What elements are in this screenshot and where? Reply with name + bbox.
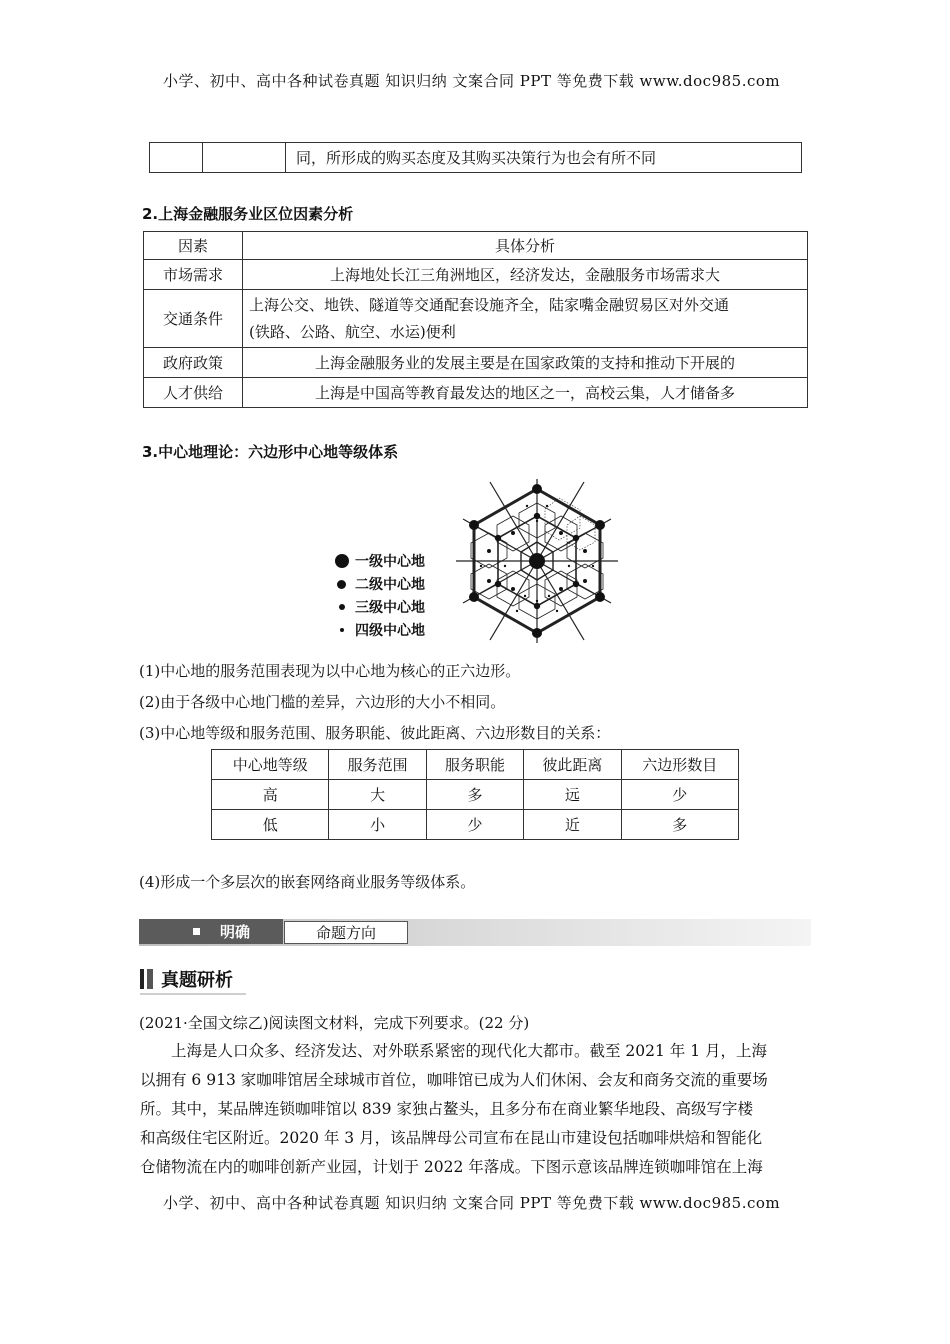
table-cell: 多 [426, 780, 523, 810]
header-distance: 彼此距离 [524, 750, 621, 780]
point-2: (2)由于各级中心地门槛的差异，六边形的大小不相同。 [139, 693, 506, 711]
table-cell: 多 [621, 810, 738, 840]
continuation-cell-3: 同，所形成的购买态度及其购买决策行为也会有所不同 [286, 143, 802, 173]
table-row [144, 378, 808, 408]
table-cell: 小 [329, 810, 426, 840]
square-bullet-icon [193, 928, 200, 935]
analysis-line-2: (铁路、公路、航空、水运)便利 [249, 322, 456, 341]
point-3: (3)中心地等级和服务范围、服务职能、彼此距离、六边形数目的关系： [139, 724, 611, 742]
section-2-title: 2.上海金融服务业区位因素分析 [142, 205, 354, 223]
table-row [144, 290, 808, 348]
body-line-5: 仓储物流在内的咖啡创新产业园，计划于 2022 年落成。下图示意该品牌连锁咖啡馆在上海 [140, 1158, 763, 1176]
table-header-row [212, 750, 739, 780]
table-row [212, 810, 739, 840]
title-underline [140, 993, 246, 995]
section-banner [139, 919, 811, 946]
research-title: 真题研析 [161, 969, 233, 991]
research-title-block [140, 966, 246, 991]
section-3-title: 3.中心地理论：六边形中心地等级体系 [142, 443, 399, 461]
legend-label: 四级中心地 [355, 623, 425, 639]
banner-left [139, 919, 283, 944]
finance-factors-table [143, 231, 808, 408]
continuation-cell-1 [150, 143, 203, 173]
level-4-dot-icon [340, 628, 344, 632]
banner-right: 命题方向 [284, 921, 408, 944]
level-1-dot-icon [335, 554, 349, 568]
level-3-dot-icon [339, 604, 345, 610]
table-cell: 高 [212, 780, 329, 810]
banner-left-label: 明确 [220, 923, 251, 941]
question-source: (2021·全国文综乙)阅读图文材料，完成下列要求。(22 分) [139, 1014, 530, 1032]
header-level: 中心地等级 [212, 750, 329, 780]
continuation-table [149, 142, 802, 173]
header-function: 服务职能 [426, 750, 523, 780]
analysis-cell: 上海金融服务业的发展主要是在国家政策的支持和推动下开展的 [243, 348, 808, 378]
table-cell: 近 [524, 810, 621, 840]
body-line-2: 以拥有 6 913 家咖啡馆居全球城市首位，咖啡馆已成为人们休闲、会友和商务交流的重要场 [140, 1071, 768, 1089]
table-header-row [144, 232, 808, 260]
factor-cell: 政府政策 [144, 348, 243, 378]
analysis-cell: 上海地处长江三角洲地区，经济发达，金融服务市场需求大 [243, 260, 808, 290]
header-analysis: 具体分析 [243, 232, 808, 260]
bar-icon [147, 969, 153, 989]
bar-icon [140, 969, 144, 989]
header-count: 六边形数目 [621, 750, 738, 780]
table-row [212, 780, 739, 810]
point-4: (4)形成一个多层次的嵌套网络商业服务等级体系。 [139, 873, 476, 891]
table-cell: 低 [212, 810, 329, 840]
legend-label: 二级中心地 [355, 577, 425, 593]
page-header: 小学、初中、高中各种试卷真题 知识归纳 文案合同 PPT 等免费下载 www.doc985.com [163, 72, 781, 90]
analysis-cell: 上海是中国高等教育最发达的地区之一，高校云集，人才储备多 [243, 378, 808, 408]
table-cell: 少 [621, 780, 738, 810]
table-row [144, 348, 808, 378]
legend-label: 一级中心地 [355, 554, 425, 570]
body-line-1: 上海是人口众多、经济发达、对外联系紧密的现代化大都市。截至 2021 年 1 月，上海 [171, 1042, 768, 1060]
table-cell: 远 [524, 780, 621, 810]
body-line-4: 和高级住宅区附近。2020 年 3 月，该品牌母公司宣布在昆山市建设包括咖啡烘焙和智能化 [140, 1129, 763, 1147]
level-2-dot-icon [337, 580, 346, 589]
table-cell: 少 [426, 810, 523, 840]
analysis-line-1: 上海公交、地铁、隧道等交通配套设施齐全，陆家嘴金融贸易区对外交通 [249, 295, 730, 314]
table-row [144, 260, 808, 290]
header-range: 服务范围 [329, 750, 426, 780]
analysis-cell [243, 290, 808, 348]
factor-cell: 交通条件 [144, 290, 243, 348]
factor-cell: 市场需求 [144, 260, 243, 290]
table-cell: 大 [329, 780, 426, 810]
header-factor: 因素 [144, 232, 243, 260]
legend-label: 三级中心地 [355, 600, 425, 616]
factor-cell: 人才供给 [144, 378, 243, 408]
body-line-3: 所。其中，某品牌连锁咖啡馆以 839 家独占鳌头，且多分布在商业繁华地段、高级写字楼 [140, 1100, 753, 1118]
point-1: (1)中心地的服务范围表现为以中心地为核心的正六边形。 [139, 662, 521, 680]
hexagon-central-place-diagram [455, 476, 620, 646]
continuation-cell-2 [203, 143, 286, 173]
legend-level-3 [339, 597, 425, 617]
legend-level-1 [335, 551, 425, 571]
central-place-level-table [211, 749, 739, 840]
legend-level-2 [337, 574, 425, 594]
page-footer: 小学、初中、高中各种试卷真题 知识归纳 文案合同 PPT 等免费下载 www.doc985.com [163, 1194, 781, 1212]
legend-level-4 [340, 620, 425, 640]
